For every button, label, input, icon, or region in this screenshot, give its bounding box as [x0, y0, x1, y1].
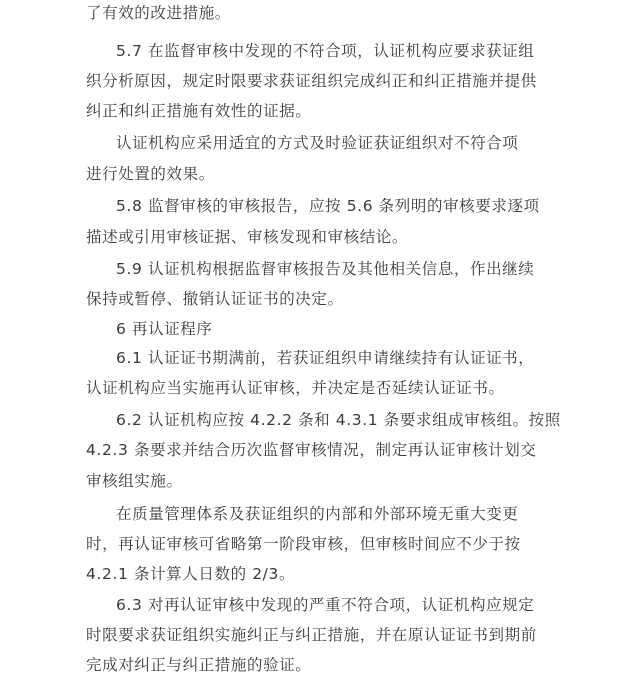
text-line: 4.2.3 条要求并结合历次监督审核情况，制定再认证审核计划交	[86, 441, 537, 459]
text-line: 描述或引用审核证据、审核发现和审核结论。	[86, 228, 409, 246]
clause-6-2-line: 6.2 认证机构应按 4.2.2 条和 4.3.1 条要求组成审核组。按照	[116, 411, 561, 429]
text-line: 时限要求获证组织实施纠正与纠正措施，并在原认证证书到期前	[86, 626, 537, 644]
clause-5-8-line: 5.8 监督审核的审核报告，应按 5.6 条列明的审核要求逐项	[116, 197, 540, 215]
text-line: 时，再认证审核可省略第一阶段审核，但审核时间应不少于按	[86, 535, 521, 553]
text-line: 进行处置的效果。	[86, 165, 215, 183]
text-line: 认证机构应当实施再认证审核，并决定是否延续认证证书。	[86, 379, 505, 397]
section-heading-6: 6 再认证程序	[116, 320, 213, 338]
paragraph-line: 认证机构应采用适宜的方式及时验证获证组织对不符合项	[116, 134, 519, 152]
text-line: 完成对纠正与纠正措施的验证。	[86, 656, 312, 674]
text-line: 审核组实施。	[86, 472, 183, 490]
text-line: 保持或暂停、撤销认证证书的决定。	[86, 290, 344, 308]
clause-6-1-line: 6.1 认证证书期满前，若获证组织申请继续持有认证证书，	[116, 349, 535, 367]
clause-5-7-line: 5.7 在监督审核中发现的不符合项，认证机构应要求获证组	[116, 42, 535, 60]
text-line: 了有效的改进措施。	[86, 4, 231, 22]
clause-5-9-line: 5.9 认证机构根据监督审核报告及其他相关信息，作出继续	[116, 260, 535, 278]
text-line: 4.2.1 条计算人日数的 2/3。	[86, 565, 296, 583]
paragraph-line: 在质量管理体系及获证组织的内部和外部环境无重大变更	[116, 505, 519, 523]
text-line: 织分析原因，规定时限要求获证组织完成纠正和纠正措施并提供	[86, 72, 537, 90]
text-line: 纠正和纠正措施有效性的证据。	[86, 102, 312, 120]
clause-6-3-line: 6.3 对再认证审核中发现的严重不符合项，认证机构应规定	[116, 596, 535, 614]
